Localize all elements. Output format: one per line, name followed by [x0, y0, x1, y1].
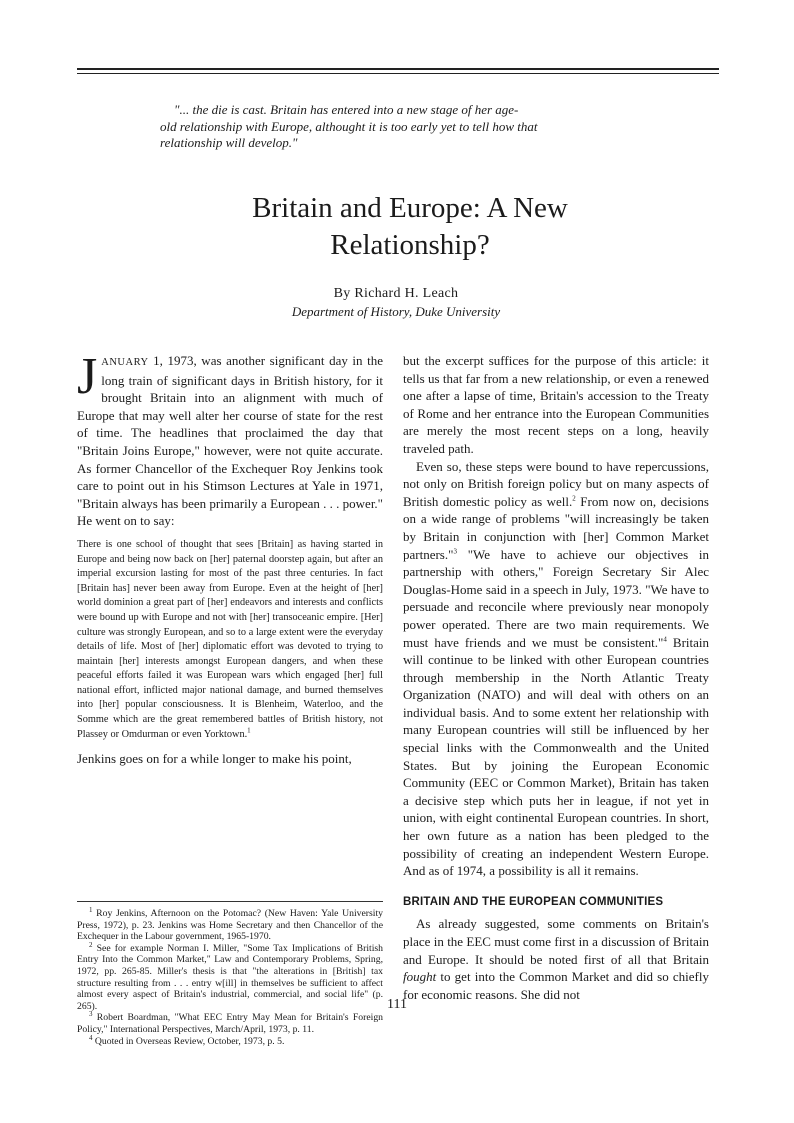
footnote-ref-2: 2 — [572, 494, 576, 503]
byline-prefix: By — [333, 286, 351, 301]
title-line-1: Britain and Europe: A New — [252, 192, 568, 224]
paragraph-text: to get into the Common Market and did so chiefly for economic reasons. She did not — [403, 969, 709, 1002]
footnote — [77, 1033, 383, 1048]
paragraph-text: "We have to achieve our objectives in partnership with others," Foreign Secretary Sir Alec Douglas-Home said in a speech in July, 1973. "We have to persuade and reconcile where previously near monopoly power operated. There are two main requirements. We must have friends and we must be consistent." — [403, 546, 709, 650]
repercussions-paragraph — [403, 458, 709, 880]
section-heading: BRITAIN AND THE EUROPEAN COMMUNITIES — [403, 895, 664, 908]
footnote-number: 2 — [89, 940, 93, 949]
emphasis-text: fought — [403, 969, 437, 985]
footnote-text: Robert Boardman, "What EEC Entry May Mean for Britain's Foreign Policy," International Perspectives, March/April, 1973, p. 11. — [77, 1012, 384, 1035]
footnote — [77, 905, 384, 943]
drop-cap: J — [77, 348, 98, 405]
opening-smallcaps: ANUARY — [101, 357, 149, 368]
title-line-2: Relationship? — [330, 229, 490, 261]
author-affiliation: Department of History, Duke University — [291, 304, 501, 319]
author-first-name: Richard — [354, 286, 401, 301]
footnote-ref-4: 4 — [663, 635, 667, 644]
epigraph-line-2: old relationship with Europe, althought it is too early yet to tell how that — [160, 118, 538, 134]
paragraph-text: As already suggested, some comments on Britain's place in the EEC must come first in a discussion of Britain and Europe. It should be noted first of all that Britain — [403, 916, 709, 967]
paragraph-after-quote: Jenkins goes on for a while longer to make his point, — [77, 751, 352, 767]
article-title — [200, 190, 620, 264]
footnote-number: 3 — [89, 1010, 93, 1019]
paragraph-text: From now on, decisions on a wide range of problems "will increasingly be taken by Britain in conjunction with [her] Common Market partners." — [403, 493, 709, 562]
footnote-ref-1: 1 — [247, 726, 251, 735]
footnote-number: 4 — [89, 1033, 93, 1042]
epigraph — [160, 102, 640, 152]
epigraph-line-3: relationship will develop." — [160, 135, 298, 150]
opening-paragraph-text: 1, 1973, was another significant day in the long train of significant days in British history, for it brought Britain into an alignment with much of Europe that may well alter her course of state for the rest of time. The headlines that proclaimed the day that "Britain Joins Europe," however, were not quite accurate. As former Chancellor of the Exchequer Roy Jenkins took care to point out in his Stimson Lectures at Yale in 1971, "Britain always has been primarily a European . . . power." He went on to say: — [77, 353, 383, 529]
footnote-ref-3: 3 — [453, 547, 457, 556]
header-rule-thin — [77, 73, 719, 74]
footnote-number: 1 — [89, 905, 93, 914]
byline — [200, 286, 592, 302]
footnote-text: See for example Norman I. Miller, "Some Tax Implications of British Entry Into the Common Market," Law and Contemporary Problems, Spring, 1972, pp. 265-85. Miller's thesis is that "the alterations in [British] tax structure resulting from . . . entry w[ill] in themselves be sufficient to affect almost every aspect of Britain's industrial, commercial, and social life" (p. 265). — [77, 942, 384, 1012]
footnote-text: Quoted in Overseas Review, October, 1973, p. 5. — [94, 1035, 285, 1047]
author-last-name: Leach — [422, 286, 459, 301]
footnote-text: Roy Jenkins, Afternoon on the Potomac? (New Haven: Yale University Press, 1972), p. 23. Jenkins was Home Secretary and then Chancellor of the Exchequer in the Labour government, 1965-1970. — [77, 908, 384, 943]
opening-paragraph — [77, 348, 383, 530]
header-rules — [77, 68, 719, 74]
paragraph-text: Britain will continue to be linked with other European countries through membership in the North Atlantic Treaty Organization (NATO) and will deal with others on an individual basis. And to some extent her relationship with many European countries will still be influenced by her special links with the Commonwealth and the United States. But by joining the European Economic Community (EEC or Common Market), Britain has taken a decisive step which puts her in league, if not yet in union, with eight continental European countries. In short, her own future as a nation has been pledged to the possibility of creating an independent Western Europe. And as of 1974, a possibility is all it remains. — [403, 634, 710, 879]
author-middle-initial: H. — [404, 286, 419, 301]
continuation-paragraph: but the excerpt suffices for the purpose of this article: it tells us that far from a new relationship, or even a renewed one after a lapse of time, Britain's accession to the Treaty of Rome and her entrance into the European Communities are merely the most recent steps on a long, heavily traveled path. — [403, 353, 709, 456]
right-column — [403, 352, 709, 1003]
left-column — [77, 348, 383, 768]
footnote — [77, 1012, 383, 1035]
epigraph-line-1: "... the die is cast. Britain has entered into a new stage of her age- — [174, 102, 519, 117]
paragraph-text: Even so, these steps were bound to have repercussions, not only on British foreign policy but on many aspects of British domestic policy as well. — [403, 458, 709, 509]
page-number: 111 — [387, 997, 407, 1012]
header-rule-thick — [77, 68, 719, 70]
block-quote — [77, 538, 383, 742]
section-paragraph — [403, 915, 709, 1003]
footnotes — [77, 901, 383, 1047]
block-quote-text: There is one school of thought that sees [Britain] as having started in Europe and being now back on [her] paternal doorstep again, but after an imperial excursion lasting for most of the past three centuries. In fact [Britain has] never been away from Europe. Even at the height of [her] world dominion a great part of [her] endeavors and interests and conflicts were bound up with Europe and not with [her] transoceanic empire. [Her] culture was strongly European, and so to a large extent were the everyday details of life. Most of [her] diplomatic effort was devoted to trying to maintain [her] interests amongst European dangers, and when these peaceful efforts failed it was European wars which engaged [her] full national effort, inflicted major national damage, and burned themselves into [her] popular consciousness. It is Blenheim, Waterloo, and the Somme which are the great remembered battles of British history, not Plassey or Omdurman or even Yorktown. — [77, 538, 383, 740]
